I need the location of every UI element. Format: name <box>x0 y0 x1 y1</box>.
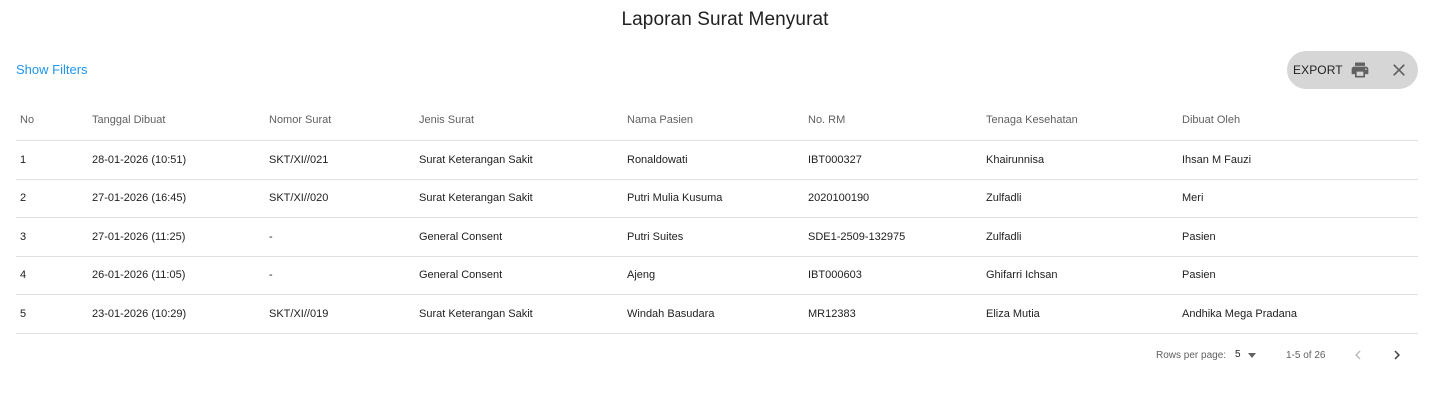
table-cell: Surat Keterangan Sakit <box>415 295 623 334</box>
export-toolbar <box>1287 51 1418 89</box>
column-header[interactable]: Tanggal Dibuat <box>88 100 265 141</box>
table-cell: SKT/XI//021 <box>265 141 415 180</box>
table-cell: 26-01-2026 (11:05) <box>88 256 265 295</box>
table-cell: 5 <box>16 295 88 334</box>
table-cell: 4 <box>16 256 88 295</box>
column-header[interactable]: Tenaga Kesehatan <box>982 100 1178 141</box>
chevron-right-icon[interactable] <box>1388 346 1406 364</box>
table-cell: Pasien <box>1178 256 1418 295</box>
table-cell: SKT/XI//020 <box>265 179 415 218</box>
show-filters-link[interactable]: Show Filters <box>16 62 88 77</box>
table-cell: Zulfadli <box>982 218 1178 257</box>
export-button[interactable]: EXPORT <box>1293 63 1343 77</box>
rows-per-page-value: 5 <box>1235 349 1241 360</box>
column-header[interactable]: Dibuat Oleh <box>1178 100 1418 141</box>
table-cell: Ghifarri Ichsan <box>982 256 1178 295</box>
table-cell: 23-01-2026 (10:29) <box>88 295 265 334</box>
table-cell: - <box>265 256 415 295</box>
table-cell: Eliza Mutia <box>982 295 1178 334</box>
table-cell: 27-01-2026 (16:45) <box>88 179 265 218</box>
table-cell: Pasien <box>1178 218 1418 257</box>
table-cell: 1 <box>16 141 88 180</box>
table-cell: Zulfadli <box>982 179 1178 218</box>
table-cell: 27-01-2026 (11:25) <box>88 218 265 257</box>
table-cell: Andhika Mega Pradana <box>1178 295 1418 334</box>
table-cell: General Consent <box>415 218 623 257</box>
column-header[interactable]: Jenis Surat <box>415 100 623 141</box>
column-header[interactable]: Nama Pasien <box>623 100 804 141</box>
pagination-bar <box>0 346 1434 366</box>
table-cell: SDE1-2509-132975 <box>804 218 982 257</box>
chevron-left-icon[interactable] <box>1349 346 1367 364</box>
table-row[interactable] <box>16 218 1418 257</box>
table-cell: Ihsan M Fauzi <box>1178 141 1418 180</box>
column-header[interactable]: No <box>16 100 88 141</box>
table-cell: Ronaldowati <box>623 141 804 180</box>
table-cell: Putri Suites <box>623 218 804 257</box>
table-row[interactable] <box>16 179 1418 218</box>
table-row[interactable] <box>16 256 1418 295</box>
page-range-label: 1-5 of 26 <box>1286 350 1326 361</box>
caret-down-icon <box>1248 353 1256 358</box>
table-cell: Khairunnisa <box>982 141 1178 180</box>
table-cell: Ajeng <box>623 256 804 295</box>
table-row[interactable] <box>16 295 1418 334</box>
page-title: Laporan Surat Menyurat <box>621 9 829 30</box>
table-header-row <box>16 100 1418 141</box>
table-cell: Putri Mulia Kusuma <box>623 179 804 218</box>
table-cell: Meri <box>1178 179 1418 218</box>
column-header[interactable]: Nomor Surat <box>265 100 415 141</box>
table-cell: IBT000327 <box>804 141 982 180</box>
table-cell: 2020100190 <box>804 179 982 218</box>
table-cell: 3 <box>16 218 88 257</box>
rows-per-page-label: Rows per page: <box>1156 350 1227 361</box>
report-table <box>16 100 1418 334</box>
table-cell: SKT/XI//019 <box>265 295 415 334</box>
table-cell: IBT000603 <box>804 256 982 295</box>
close-icon[interactable] <box>1389 60 1409 80</box>
column-header[interactable]: No. RM <box>804 100 982 141</box>
table-cell: 28-01-2026 (10:51) <box>88 141 265 180</box>
table-cell: 2 <box>16 179 88 218</box>
table-cell: - <box>265 218 415 257</box>
table-cell: Windah Basudara <box>623 295 804 334</box>
table-cell: Surat Keterangan Sakit <box>415 141 623 180</box>
table-row[interactable] <box>16 141 1418 180</box>
print-icon[interactable] <box>1350 60 1370 80</box>
rows-per-page-select[interactable] <box>1232 346 1262 364</box>
table-cell: MR12383 <box>804 295 982 334</box>
table-cell: Surat Keterangan Sakit <box>415 179 623 218</box>
table-cell: General Consent <box>415 256 623 295</box>
